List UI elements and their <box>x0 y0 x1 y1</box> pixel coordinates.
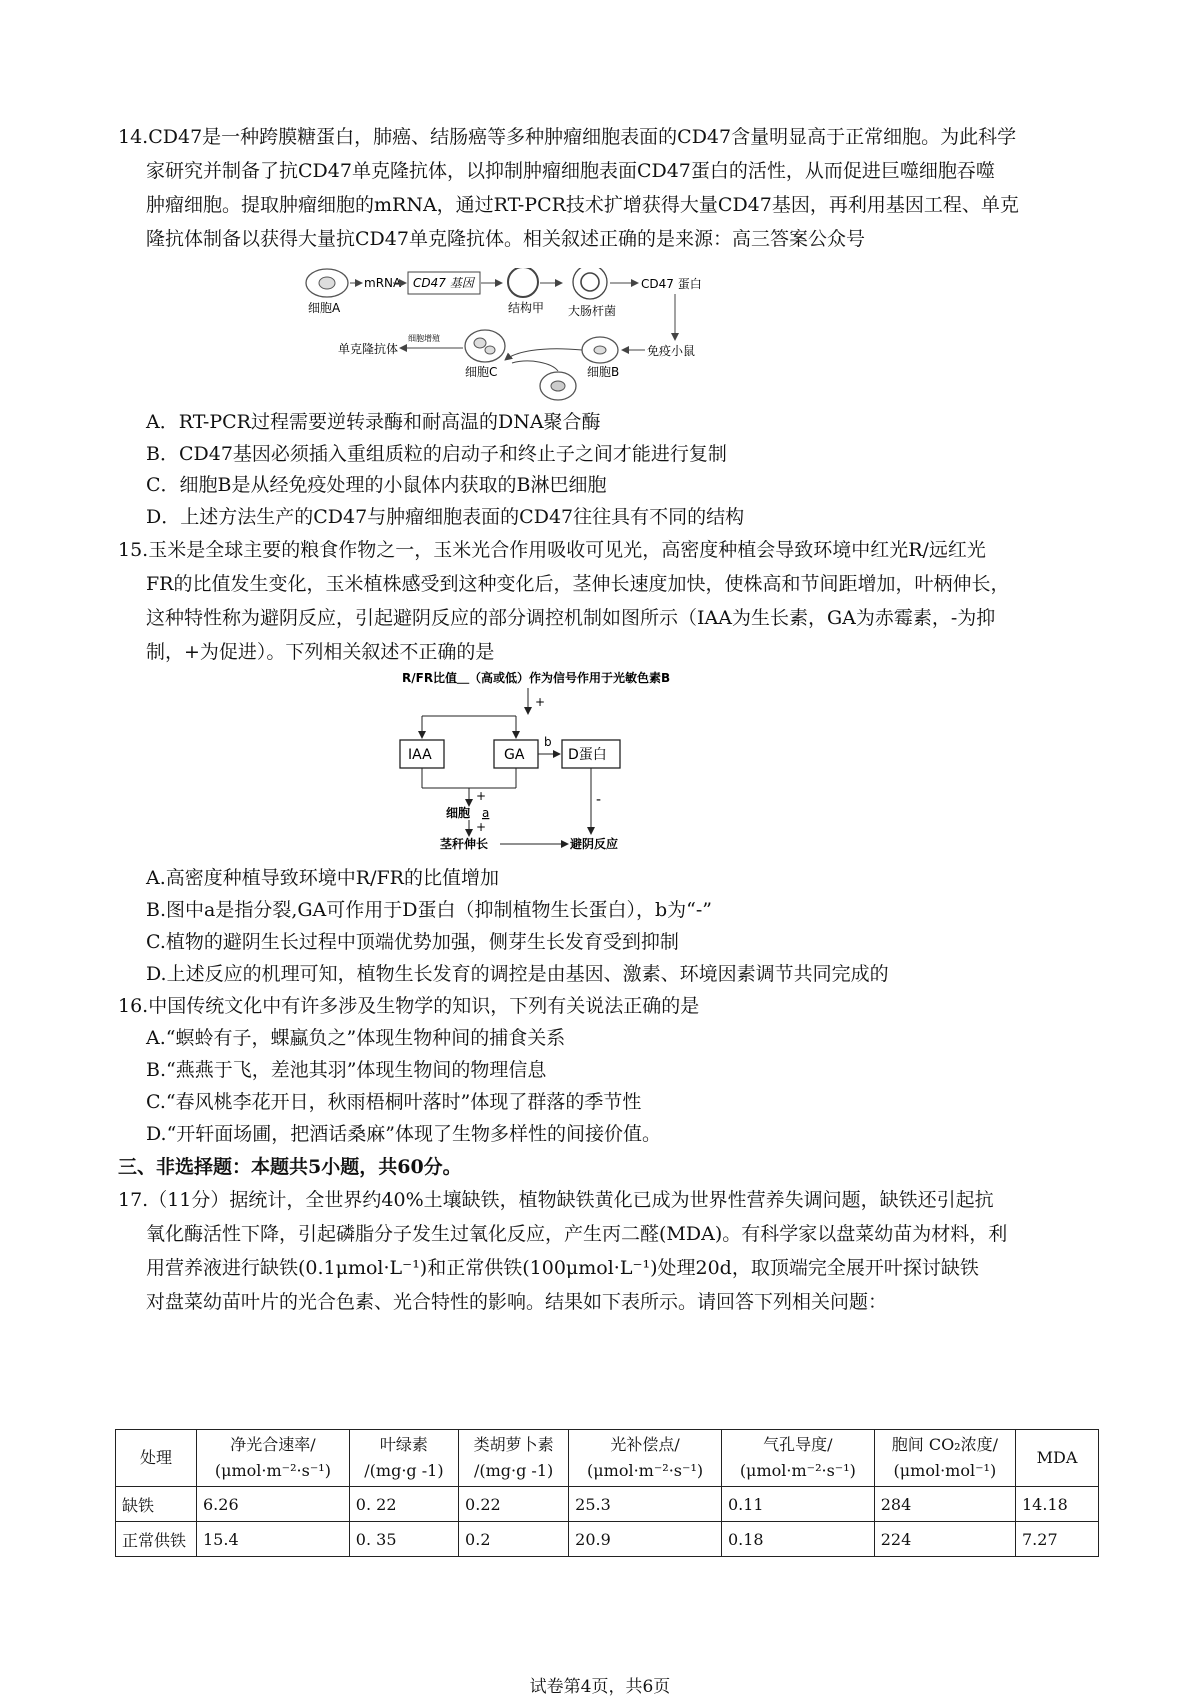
plus-label-top: + <box>535 695 546 709</box>
q16-option-b: B.“燕燕于飞，差池其羽”体现生物间的物理信息 <box>146 1059 547 1081</box>
table-header-cell: 气孔导度/ (μmol·m⁻²·s⁻¹) <box>721 1430 874 1487</box>
q15-figure <box>390 666 730 852</box>
shade-label: 避阴反应 <box>570 837 619 851</box>
q14-line-4: 隆抗体制备以获得大量抗CD47单克隆抗体。相关叙述正确的是 <box>146 228 675 250</box>
protein-label: CD47 蛋白 <box>641 277 702 291</box>
question-16 <box>118 989 1098 1023</box>
question-14 <box>118 120 1098 256</box>
q14-option-d: D．上述方法生产的CD47与肿瘤细胞表面的CD47往往具有不同的结构 <box>146 506 745 528</box>
table-cell: 15.4 <box>197 1522 350 1557</box>
q15-line-3: 这种特性称为避阴反应，引起避阴反应的部分调控机制如图所示（IAA为生长素，GA为赤霉素，-为抑 <box>146 607 996 629</box>
cell-c-label: 细胞C <box>465 365 498 379</box>
cell-label: 细胞 <box>446 806 471 820</box>
source-note: 来源：高三答案公众号 <box>674 228 865 250</box>
cell-a-label: 细胞A <box>308 301 341 315</box>
q17-data-table <box>115 1429 1099 1557</box>
q17-line-2: 氧化酶活性下降，引起磷脂分子发生过氧化反应，产生丙二醛(MDA)。有科学家以盘菜幼苗为材料，利 <box>146 1223 1008 1245</box>
table-row <box>116 1487 1099 1522</box>
table-header-cell: 净光合速率/ (μmol·m⁻²·s⁻¹) <box>197 1430 350 1487</box>
table-cell: 0.11 <box>721 1487 874 1522</box>
iaa-label: IAA <box>408 747 432 763</box>
q15-option-b: B.图中a是指分裂,GA可作用于D蛋白（抑制植物生长蛋白），b为“-” <box>146 899 713 921</box>
table-cell: 6.26 <box>197 1487 350 1522</box>
table-cell: 0. 35 <box>349 1522 458 1557</box>
q15-line-4: 制，+为促进）。下列相关叙述不正确的是 <box>146 641 495 663</box>
q14-option-c: C．细胞B是从经免疫处理的小鼠体内获取的B淋巴细胞 <box>146 474 607 496</box>
table-header-row <box>116 1430 1099 1487</box>
table-cell: 0.22 <box>459 1487 569 1522</box>
plus-label-mid: + <box>476 789 487 803</box>
proliferation-label: 细胞增殖 <box>408 334 440 343</box>
q14-option-a: A．RT-PCR过程需要逆转录酶和耐高温的DNA聚合酶 <box>146 411 601 433</box>
q14-option-b: B．CD47基因必须插入重组质粒的启动子和终止子之间才能进行复制 <box>146 443 727 465</box>
table-header-cell: 叶绿素 /(mg·g -1) <box>349 1430 458 1487</box>
table-cell: 224 <box>874 1522 1015 1557</box>
page-footer: 试卷第4页，共6页 <box>529 1677 671 1697</box>
table-header-cell: 光补偿点/ (μmol·m⁻²·s⁻¹) <box>569 1430 722 1487</box>
table-cell: 正常供铁 <box>116 1522 197 1557</box>
q16-option-d: D.“开轩面场圃，把酒话桑麻”体现了生物多样性的间接价值。 <box>146 1123 662 1145</box>
cell-b-label: 细胞B <box>587 365 620 379</box>
structure-label: 结构甲 <box>508 301 545 315</box>
table-row <box>116 1522 1099 1557</box>
q17-line-3: 用营养液进行缺铁(0.1μmol·L⁻¹)和正常供铁(100μmol·L⁻¹)处理20d，取顶端完全展开叶探讨缺铁 <box>146 1257 979 1279</box>
q17-line-1: 17.（11分）据统计，全世界约40%土壤缺铁，植物缺铁黄化已成为世界性营养失调问题，缺铁还引起抗 <box>118 1189 994 1211</box>
table-header-cell: 类胡萝卜素 /(mg·g -1) <box>459 1430 569 1487</box>
table-cell: 284 <box>874 1487 1015 1522</box>
table-cell: 0. 22 <box>349 1487 458 1522</box>
q16-option-c: C.“春风桃李花开日，秋雨梧桐叶落时”体现了群落的季节性 <box>146 1091 642 1113</box>
table-header-cell: MDA <box>1016 1430 1099 1487</box>
q16-option-a: A.“螟蛉有子，蜾蠃负之”体现生物种间的捕食关系 <box>146 1027 566 1049</box>
table-cell: 0.2 <box>459 1522 569 1557</box>
table-cell: 25.3 <box>569 1487 722 1522</box>
cell-a-nucleus <box>319 277 335 289</box>
section-heading: 三、非选择题：本题共5小题，共60分。 <box>118 1156 462 1178</box>
q15-line-1: 15.玉米是全球主要的粮食作物之一，玉米光合作用吸收可见光，高密度种植会导致环境中红光R/远红光 <box>118 539 986 561</box>
table-header-cell: 胞间 CO₂浓度/ (μmol·mol⁻¹) <box>874 1430 1015 1487</box>
q15-option-a: A.高密度种植导致环境中R/FR的比值增加 <box>146 867 499 889</box>
stem-label: 茎秆伸长 <box>440 837 489 851</box>
plasmid-shape <box>508 268 538 297</box>
b-label: b <box>544 735 552 749</box>
signal-label: R/FR比值＿（高或低）作为信号作用于光敏色素B <box>402 671 671 685</box>
q17-line-4: 对盘菜幼苗叶片的光合色素、光合特性的影响。结果如下表所示。请回答下列相关问题： <box>146 1291 888 1313</box>
antibody-label: 单克隆抗体 <box>338 342 399 356</box>
table-cell: 0.18 <box>721 1522 874 1557</box>
gene-label: CD47 基因 <box>413 276 474 290</box>
question-15 <box>118 533 1098 669</box>
q15-option-c: C.植物的避阴生长过程中顶端优势加强，侧芽生长发育受到抑制 <box>146 931 679 953</box>
mouse-label: 免疫小鼠 <box>647 344 696 358</box>
table-header-cell: 处理 <box>116 1430 197 1487</box>
q14-line-1: 14.CD47是一种跨膜糖蛋白，肺癌、结肠癌等多种肿瘤细胞表面的CD47含量明显高于正常细胞。为此科学 <box>118 126 1017 148</box>
mrna-label: mRNA <box>364 276 402 290</box>
q15-option-d: D.上述反应的机理可知，植物生长发育的调控是由基因、激素、环境因素调节共同完成的 <box>146 963 889 985</box>
table-cell: 7.27 <box>1016 1522 1099 1557</box>
minus-label: - <box>596 792 602 808</box>
ecoli-label: 大肠杆菌 <box>568 304 617 318</box>
question-17 <box>118 1183 1098 1319</box>
table-cell: 20.9 <box>569 1522 722 1557</box>
table-cell: 14.18 <box>1016 1487 1099 1522</box>
table-cell: 缺铁 <box>116 1487 197 1522</box>
d-protein-label: D蛋白 <box>568 747 607 763</box>
q14-line-2: 家研究并制备了抗CD47单克隆抗体，以抑制肿瘤细胞表面CD47蛋白的活性，从而促进巨噬细胞吞噬 <box>146 160 995 182</box>
plus-label-bottom: + <box>476 820 487 834</box>
q16-stem: 16.中国传统文化中有许多涉及生物学的知识，下列有关说法正确的是 <box>118 995 700 1017</box>
q14-line-3: 肿瘤细胞。提取肿瘤细胞的mRNA，通过RT-PCR技术扩增获得大量CD47基因，再利用基因工程、单克 <box>146 194 1019 216</box>
ga-label: GA <box>504 747 525 763</box>
a-label: a <box>482 806 490 820</box>
q15-line-2: FR的比值发生变化，玉米植株感受到这种变化后，茎伸长速度加快，使株高和节间距增加，叶柄伸长， <box>146 573 1010 595</box>
q14-figure <box>300 268 760 413</box>
